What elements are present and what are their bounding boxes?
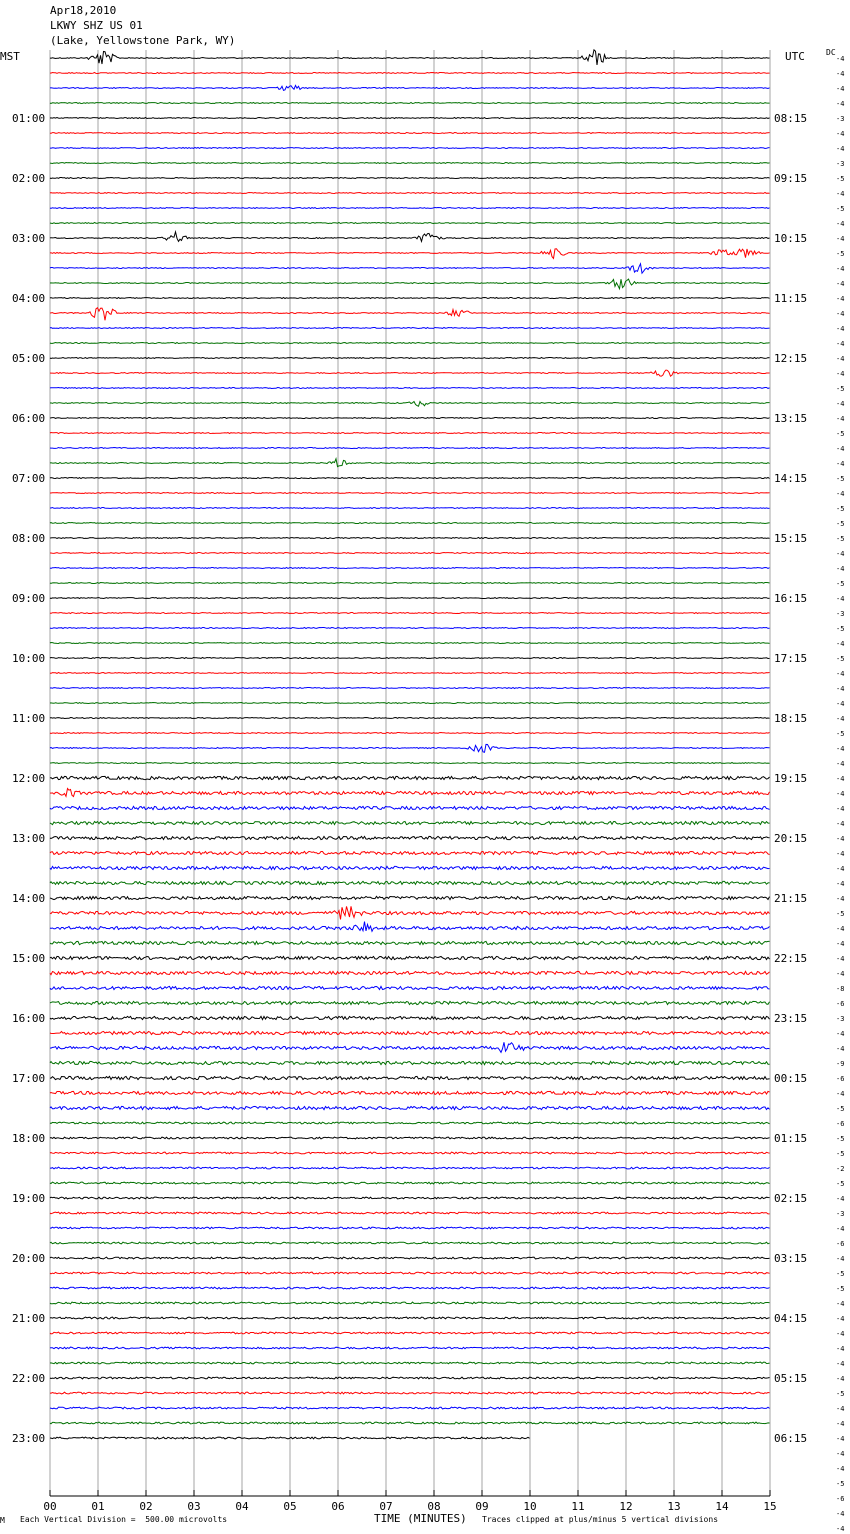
x-tick-label: 05 [283, 1500, 297, 1513]
trace-line [50, 328, 770, 329]
trace-line [50, 1167, 770, 1169]
dc-value: -2 [836, 1165, 845, 1173]
dc-value: -5 [836, 1480, 845, 1488]
dc-value: -4 [836, 55, 845, 63]
trace-line [50, 418, 770, 419]
trace-line [50, 433, 770, 434]
trace-line [50, 1106, 770, 1109]
dc-value: -4 [836, 235, 845, 243]
x-tick-label: 15 [763, 1500, 777, 1513]
dc-value: -9 [836, 1060, 845, 1068]
trace-line [50, 1152, 770, 1154]
dc-value: -4 [836, 685, 845, 693]
dc-value: -5 [836, 625, 845, 633]
x-tick-label: 10 [523, 1500, 537, 1513]
mst-hour-label: 06:00 [12, 412, 46, 425]
dc-value: -4 [836, 1405, 845, 1413]
dc-value: -4 [836, 145, 845, 153]
utc-hour-label: 16:15 [774, 592, 808, 605]
dc-value: -4 [836, 850, 845, 858]
dc-value: -5 [836, 1105, 845, 1113]
dc-value: -4 [836, 835, 845, 843]
dc-value: -4 [836, 1225, 845, 1233]
x-tick-label: 06 [331, 1500, 345, 1513]
x-tick-label: 01 [91, 1500, 105, 1513]
dc-value: -4 [836, 1300, 845, 1308]
corner-mark: M [0, 1516, 5, 1525]
trace-line [50, 402, 770, 407]
dc-value: -4 [836, 670, 845, 678]
chart-date: Apr18,2010 [50, 4, 117, 17]
trace-line [50, 493, 770, 494]
mst-hour-label: 05:00 [12, 352, 46, 365]
trace-line [50, 73, 770, 74]
trace-line [50, 298, 770, 299]
trace-line [50, 821, 770, 824]
x-tick-label: 12 [619, 1500, 633, 1513]
mst-hour-label: 09:00 [12, 592, 46, 605]
trace-line [50, 643, 770, 644]
trace-line [50, 881, 770, 884]
trace-line [50, 1302, 770, 1304]
dc-value: -6 [836, 1240, 845, 1248]
dc-value: -5 [836, 1180, 845, 1188]
dc-value: -4 [836, 775, 845, 783]
trace-line [50, 688, 770, 689]
mst-hour-label: 12:00 [12, 772, 46, 785]
utc-hour-label: 20:15 [774, 832, 808, 845]
dc-value: -5 [836, 250, 845, 258]
dc-value: -4 [836, 100, 845, 108]
dc-value: -4 [836, 865, 845, 873]
dc-value: -4 [836, 370, 845, 378]
dc-value: -4 [836, 265, 845, 273]
trace-line [50, 744, 770, 752]
x-tick-label: 11 [571, 1500, 585, 1513]
utc-hour-labels [774, 112, 807, 1445]
dc-value: -4 [836, 760, 845, 768]
chart-location: (Lake, Yellowstone Park, WY) [50, 34, 236, 47]
utc-hour-label: 05:15 [774, 1372, 808, 1385]
trace-line [50, 370, 770, 376]
dc-value: -5 [836, 1390, 845, 1398]
utc-hour-label: 12:15 [774, 352, 808, 365]
dc-value: -4 [836, 1435, 845, 1443]
trace-line [50, 1197, 770, 1199]
utc-hour-label: 19:15 [774, 772, 808, 785]
trace-line [50, 1422, 770, 1424]
trace-line [50, 971, 770, 974]
trace-line [50, 673, 770, 674]
dc-value: -6 [836, 1495, 845, 1503]
mst-hour-label: 18:00 [12, 1132, 46, 1145]
x-tick-label: 04 [235, 1500, 249, 1513]
trace-line [50, 1016, 770, 1019]
mst-hour-label: 21:00 [12, 1312, 46, 1325]
dc-value: -6 [836, 1075, 845, 1083]
x-tick-label: 14 [715, 1500, 729, 1513]
mst-hour-label: 01:00 [12, 112, 46, 125]
trace-line [50, 1407, 770, 1409]
dc-value: -4 [836, 1375, 845, 1383]
dc-value: -4 [836, 1090, 845, 1098]
trace-line [50, 1076, 770, 1079]
trace-line [50, 1122, 770, 1124]
utc-hour-label: 02:15 [774, 1192, 808, 1205]
utc-hour-label: 22:15 [774, 952, 808, 965]
mst-hour-label: 11:00 [12, 712, 46, 725]
trace-line [50, 1242, 770, 1244]
dc-value: -4 [836, 325, 845, 333]
dc-value: -4 [836, 1465, 845, 1473]
scale-note: Each Vertical Division = 500.00 microvolts [20, 1515, 228, 1524]
trace-line [50, 896, 770, 899]
dc-value: -4 [836, 70, 845, 78]
trace-line [50, 1227, 770, 1229]
dc-value: -5 [836, 580, 845, 588]
dc-value: -5 [836, 205, 845, 213]
trace-line [50, 906, 770, 919]
trace-line [50, 776, 770, 779]
mst-hour-label: 13:00 [12, 832, 46, 845]
trace-line [50, 388, 770, 389]
utc-hour-label: 03:15 [774, 1252, 808, 1265]
trace-line [50, 358, 770, 359]
dc-value: -4 [836, 490, 845, 498]
trace-line [50, 789, 770, 797]
trace-line [50, 1392, 770, 1394]
mst-hour-label: 22:00 [12, 1372, 46, 1385]
trace-line [50, 459, 770, 467]
dc-value: -4 [836, 1045, 845, 1053]
utc-hour-label: 17:15 [774, 652, 808, 665]
x-axis-title: TIME (MINUTES) [374, 1512, 467, 1525]
utc-hour-label: 08:15 [774, 112, 808, 125]
trace-line [50, 133, 770, 134]
trace-line [50, 763, 770, 764]
trace-line [50, 343, 770, 344]
dc-value: -3 [836, 115, 845, 123]
dc-value: -3 [836, 160, 845, 168]
utc-hour-label: 11:15 [774, 292, 808, 305]
dc-value: -4 [836, 940, 845, 948]
trace-line [50, 208, 770, 209]
dc-value: -4 [836, 595, 845, 603]
dc-value: -5 [836, 520, 845, 528]
trace-line [50, 523, 770, 524]
dc-value: -5 [836, 430, 845, 438]
trace-line [50, 1137, 770, 1139]
trace-line [50, 1182, 770, 1184]
x-tick-label: 13 [667, 1500, 681, 1513]
dc-value: -4 [836, 295, 845, 303]
trace-line [50, 148, 770, 149]
dc-label: DC [826, 48, 836, 57]
dc-value: -4 [836, 1330, 845, 1338]
trace-line [50, 628, 770, 629]
trace-line [50, 1257, 770, 1259]
mst-hour-label: 23:00 [12, 1432, 46, 1445]
utc-hour-label: 06:15 [774, 1432, 808, 1445]
utc-hour-label: 00:15 [774, 1072, 808, 1085]
trace-line [50, 718, 770, 719]
dc-value: -8 [836, 985, 845, 993]
trace-line [50, 1317, 770, 1319]
dc-value: -4 [836, 310, 845, 318]
dc-value: -4 [836, 895, 845, 903]
dc-value: -4 [836, 400, 845, 408]
utc-hour-label: 15:15 [774, 532, 808, 545]
trace-line [50, 553, 770, 554]
seismic-traces [50, 50, 770, 1439]
trace-line [50, 232, 770, 242]
dc-value: -4 [836, 820, 845, 828]
trace-line [50, 956, 770, 959]
trace-line [50, 1377, 770, 1379]
dc-value: -4 [836, 970, 845, 978]
mst-hour-label: 15:00 [12, 952, 46, 965]
trace-line [50, 598, 770, 599]
dc-value: -4 [836, 1030, 845, 1038]
dc-value: -4 [836, 880, 845, 888]
x-tick-label: 09 [475, 1500, 489, 1513]
dc-value: -4 [836, 1345, 845, 1353]
trace-line [50, 583, 770, 584]
trace-line [50, 1212, 770, 1214]
x-tick-label: 02 [139, 1500, 153, 1513]
trace-line [50, 193, 770, 194]
dc-value: -4 [836, 220, 845, 228]
x-tick-label: 00 [43, 1500, 57, 1513]
trace-line [50, 1001, 770, 1004]
trace-line [50, 806, 770, 809]
mst-hour-label: 03:00 [12, 232, 46, 245]
dc-value: -6 [836, 1000, 845, 1008]
dc-value: -4 [836, 445, 845, 453]
mst-hour-label: 02:00 [12, 172, 46, 185]
utc-hour-label: 18:15 [774, 712, 808, 725]
trace-line [50, 508, 770, 509]
dc-value: -5 [836, 1150, 845, 1158]
dc-value: -4 [836, 340, 845, 348]
dc-value: -4 [836, 565, 845, 573]
mst-hour-label: 07:00 [12, 472, 46, 485]
trace-line [50, 249, 770, 259]
x-tick-label: 07 [379, 1500, 393, 1513]
dc-value: -6 [836, 1120, 845, 1128]
trace-line [50, 85, 770, 90]
dc-value: -5 [836, 1135, 845, 1143]
dc-value: -4 [836, 715, 845, 723]
utc-hour-label: 01:15 [774, 1132, 808, 1145]
trace-line [50, 1091, 770, 1094]
dc-value: -4 [836, 1195, 845, 1203]
mst-hour-label: 20:00 [12, 1252, 46, 1265]
trace-line [50, 50, 770, 65]
trace-line [50, 1042, 770, 1052]
utc-hour-label: 09:15 [774, 172, 808, 185]
dc-value: -4 [836, 280, 845, 288]
dc-value: -5 [836, 1285, 845, 1293]
utc-hour-label: 14:15 [774, 472, 808, 485]
trace-line [50, 308, 770, 321]
mst-hour-label: 04:00 [12, 292, 46, 305]
minute-grid [50, 50, 770, 1496]
trace-line [50, 1287, 770, 1289]
dc-value: -5 [836, 655, 845, 663]
trace-line [50, 1031, 770, 1034]
dc-value: -4 [836, 130, 845, 138]
dc-value: -4 [836, 790, 845, 798]
dc-value: -5 [836, 385, 845, 393]
trace-line [50, 163, 770, 164]
dc-value: -3 [836, 1015, 845, 1023]
dc-value: -4 [836, 955, 845, 963]
dc-value: -4 [836, 550, 845, 558]
trace-line [50, 568, 770, 569]
utc-hour-label: 04:15 [774, 1312, 808, 1325]
utc-hour-label: 10:15 [774, 232, 808, 245]
dc-value: -4 [836, 415, 845, 423]
dc-value: -4 [836, 805, 845, 813]
x-axis [43, 1490, 776, 1513]
mst-hour-label: 14:00 [12, 892, 46, 905]
trace-line [50, 613, 770, 614]
dc-value: -4 [836, 745, 845, 753]
x-tick-label: 08 [427, 1500, 441, 1513]
utc-hour-label: 23:15 [774, 1012, 808, 1025]
dc-value: -5 [836, 475, 845, 483]
utc-hour-label: 21:15 [774, 892, 808, 905]
trace-line [50, 478, 770, 479]
trace-line [50, 922, 770, 932]
mst-hour-labels [12, 112, 45, 1445]
dc-value: -4 [836, 85, 845, 93]
dc-value: -4 [836, 1255, 845, 1263]
mst-hour-label: 16:00 [12, 1012, 46, 1025]
dc-value: -5 [836, 175, 845, 183]
trace-line [50, 538, 770, 539]
trace-line [50, 986, 770, 989]
mst-hour-label: 19:00 [12, 1192, 46, 1205]
right-axis-label: UTC [785, 50, 805, 63]
dc-value: -4 [836, 1450, 845, 1458]
dc-value: -4 [836, 925, 845, 933]
trace-line [50, 1347, 770, 1349]
dc-value: -4 [836, 1510, 845, 1518]
dc-offset-values [836, 55, 844, 1533]
trace-line [50, 1362, 770, 1364]
trace-line [50, 733, 770, 734]
dc-value: -4 [836, 700, 845, 708]
dc-value: -4 [836, 460, 845, 468]
mst-hour-label: 17:00 [12, 1072, 46, 1085]
trace-line [50, 178, 770, 179]
trace-line [50, 118, 770, 119]
dc-value: -3 [836, 1210, 845, 1218]
dc-value: -4 [836, 1420, 845, 1428]
dc-value: -5 [836, 910, 845, 918]
trace-line [50, 448, 770, 449]
dc-value: -5 [836, 1270, 845, 1278]
chart-station: LKWY SHZ US 01 [50, 19, 143, 32]
trace-line [50, 703, 770, 704]
trace-line [50, 279, 770, 289]
mst-hour-label: 08:00 [12, 532, 46, 545]
trace-line [50, 264, 770, 273]
trace-line [50, 1061, 770, 1064]
utc-hour-label: 13:15 [774, 412, 808, 425]
clip-note: Traces clipped at plus/minus 5 vertical divisions [482, 1515, 719, 1524]
trace-line [50, 658, 770, 659]
trace-line [50, 866, 770, 869]
dc-value: -5 [836, 535, 845, 543]
trace-line [50, 836, 770, 839]
trace-line [50, 1332, 770, 1334]
dc-value: -3 [836, 610, 845, 618]
trace-line [50, 941, 770, 944]
trace-line [50, 851, 770, 854]
trace-line [50, 1272, 770, 1274]
dc-value: -4 [836, 1525, 845, 1533]
x-tick-label: 03 [187, 1500, 201, 1513]
dc-value: -4 [836, 355, 845, 363]
mst-hour-label: 10:00 [12, 652, 46, 665]
dc-value: -4 [836, 640, 845, 648]
dc-value: -4 [836, 1360, 845, 1368]
trace-line [50, 223, 770, 224]
dc-value: -5 [836, 505, 845, 513]
dc-value: -4 [836, 190, 845, 198]
trace-line [50, 103, 770, 104]
left-axis-label: MST [0, 50, 20, 63]
dc-value: -4 [836, 1315, 845, 1323]
dc-value: -5 [836, 730, 845, 738]
